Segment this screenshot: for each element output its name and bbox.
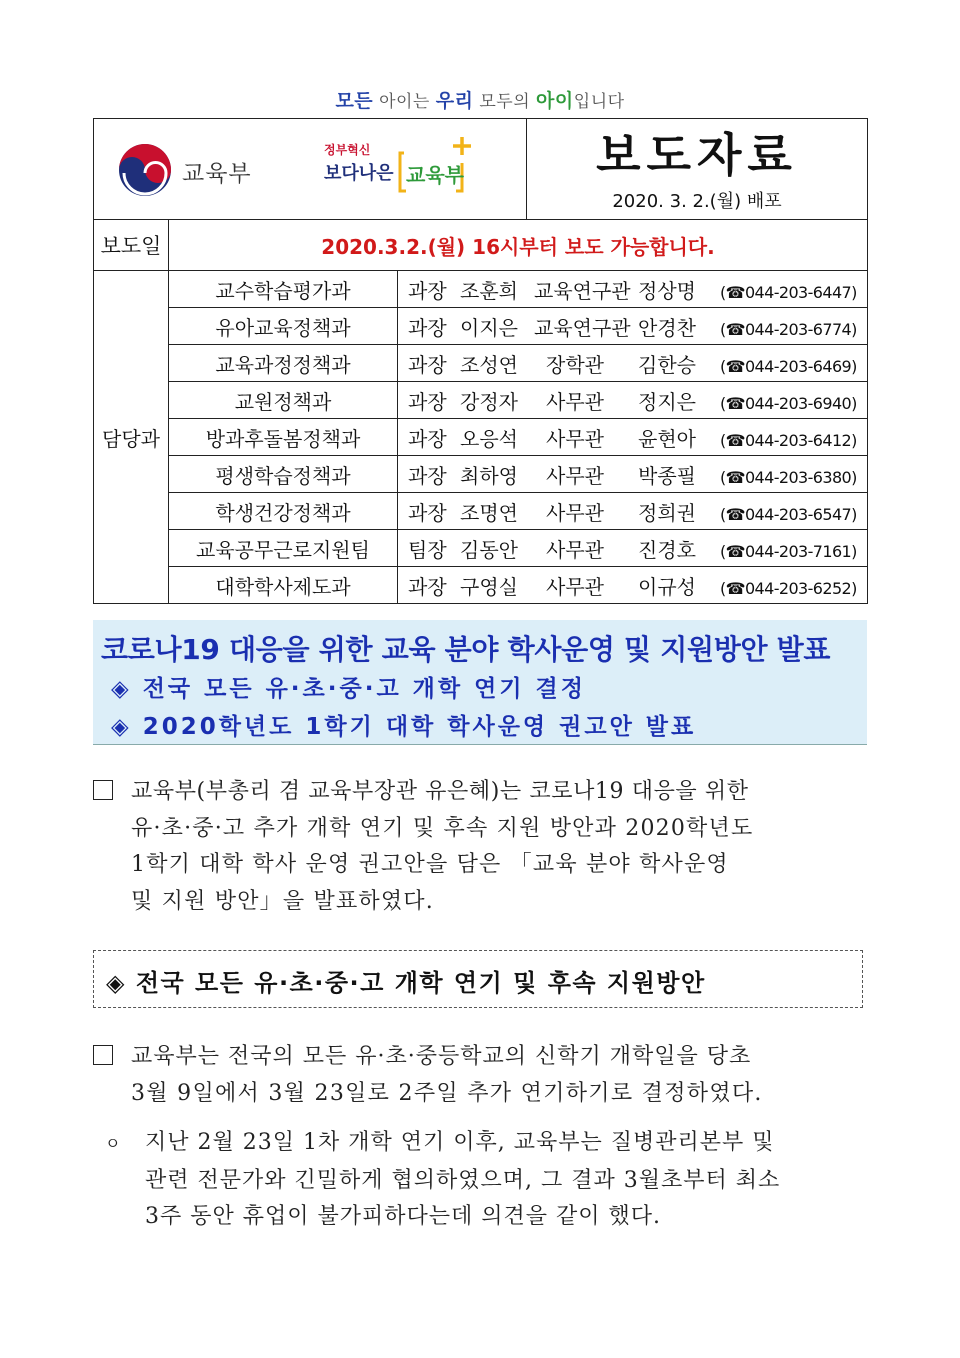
table-row	[94, 493, 868, 530]
role: 과장	[408, 352, 447, 377]
headline-banner	[93, 620, 867, 745]
contacts-table	[93, 219, 868, 604]
role: 과장	[408, 500, 447, 525]
p3-line: 3주 동안 휴업이 불가피하다는데 의견을 같이 했다.	[145, 1204, 661, 1229]
contact-info	[398, 567, 868, 604]
name2: 진경호	[638, 537, 696, 562]
table-row	[94, 530, 868, 567]
table-row	[94, 419, 868, 456]
role: 과장	[408, 278, 447, 303]
table-row	[94, 456, 868, 493]
name2: 정희권	[638, 500, 696, 525]
p1-line: 및 지원 방안」을 발표하였다.	[131, 888, 434, 914]
role2: 장학관	[546, 352, 604, 377]
phone: (☎044-203-6774)	[720, 319, 857, 339]
headline-sub-2: ◈ 2020학년도 1학기 대학 학사운영 권고안 발표	[111, 714, 697, 740]
name2: 이규성	[638, 574, 696, 599]
contact-info	[398, 345, 868, 382]
role2: 교육연구관	[534, 315, 631, 340]
header-table	[93, 118, 868, 220]
motto-word: 모든	[335, 90, 374, 112]
role2: 사무관	[546, 500, 604, 525]
role: 과장	[408, 389, 447, 414]
slogan-small: 정부혁신	[324, 143, 371, 157]
dept-name: 평생학습정책과	[169, 456, 398, 493]
paragraph-3	[105, 1125, 869, 1236]
table-row	[94, 567, 868, 604]
p2-line: 교육부는 전국의 모든 유·초·중등학교의 신학기 개학일을 당초	[131, 1044, 752, 1069]
p1-line: 교육부(부총리 겸 교육부장관 유은혜)는 코로나19 대응을 위한	[131, 779, 749, 804]
contact-info	[398, 456, 868, 493]
motto-word: 아이는	[373, 92, 436, 112]
contact-info	[398, 530, 868, 567]
motto-word: 입니다	[573, 92, 625, 112]
release-text: 2020.3.2.(월) 16시부터 보도 가능합니다.	[169, 220, 868, 271]
ministry-name: 교육부	[182, 161, 252, 187]
ministry-emblem-icon	[118, 143, 172, 197]
phone: (☎044-203-6469)	[720, 356, 857, 376]
section-heading: ◈ 전국 모든 유·초·중·고 개학 연기 및 후속 지원방안	[106, 969, 706, 997]
name2: 박종필	[638, 463, 696, 488]
phone: (☎044-203-6940)	[720, 393, 857, 413]
role2: 사무관	[546, 426, 604, 451]
role: 과장	[408, 463, 447, 488]
p1-line: 1학기 대학 학사 운영 권고안을 담은 「교육 분야 학사운영	[131, 852, 729, 877]
bullet-icon: ㅇ	[105, 1134, 122, 1153]
logo-cell	[94, 119, 527, 220]
name: 김동안	[460, 537, 518, 562]
slogan-logo	[324, 141, 484, 203]
dept-name: 교육과정정책과	[169, 345, 398, 382]
motto-word: 모두의	[473, 92, 537, 112]
contact-info	[398, 419, 868, 456]
name: 강정자	[460, 389, 518, 414]
checkbox-square-icon	[93, 780, 113, 800]
phone: (☎044-203-6547)	[720, 504, 857, 524]
doc-title: 보도자료	[596, 128, 798, 182]
name: 오응석	[460, 426, 518, 451]
role: 과장	[408, 426, 447, 451]
phone: (☎044-203-6412)	[720, 430, 857, 450]
dept-name: 학생건강정책과	[169, 493, 398, 530]
paragraph-2	[93, 1039, 869, 1112]
name: 조명연	[460, 500, 518, 525]
name: 최하영	[460, 463, 518, 488]
role2: 교육연구관	[534, 278, 631, 303]
phone: (☎044-203-6252)	[720, 578, 857, 598]
role2: 사무관	[546, 537, 604, 562]
contact-info	[398, 308, 868, 345]
table-row	[94, 345, 868, 382]
motto-word: 아이	[536, 90, 574, 112]
name: 조훈희	[460, 278, 518, 303]
role2: 사무관	[546, 389, 604, 414]
table-row	[94, 308, 868, 345]
name2: 윤현아	[638, 426, 696, 451]
dept-name: 대학학사제도과	[169, 567, 398, 604]
role: 과장	[408, 315, 447, 340]
contact-info	[398, 271, 868, 308]
headline-title: 코로나19 대응을 위한 교육 분야 학사운영 및 지원방안 발표	[101, 633, 831, 666]
dept-name: 교육공무근로지원팀	[169, 530, 398, 567]
checkbox-square-icon	[93, 1045, 113, 1065]
phone: (☎044-203-6380)	[720, 467, 857, 487]
name2: 정상명	[638, 278, 696, 303]
table-row	[94, 382, 868, 419]
name: 이지은	[460, 315, 518, 340]
contact-info	[398, 382, 868, 419]
release-date: 2020. 3. 2.(월) 배포	[612, 191, 782, 212]
table-row	[94, 271, 868, 308]
contacts-label: 담당과	[94, 271, 169, 604]
name2: 정지은	[638, 389, 696, 414]
dept-name: 교원정책과	[169, 382, 398, 419]
name2: 안경찬	[638, 315, 696, 340]
role: 과장	[408, 574, 447, 599]
title-cell	[527, 119, 868, 220]
name: 구영실	[460, 574, 518, 599]
role2: 사무관	[546, 574, 604, 599]
slogan-a: 보다나은	[324, 163, 394, 184]
p3-line: 관련 전문가와 긴밀하게 협의하였으며, 그 결과 3월초부터 최소	[145, 1167, 781, 1193]
p3-line: 지난 2월 23일 1차 개학 연기 이후, 교육부는 질병관리본부 및	[145, 1130, 775, 1155]
name2: 김한승	[638, 352, 696, 377]
role2: 사무관	[546, 463, 604, 488]
p1-line: 유·초·중·고 추가 개학 연기 및 후속 지원 방안과 2020학년도	[131, 815, 754, 841]
role: 팀장	[408, 537, 447, 562]
motto-word: 우리	[435, 90, 474, 112]
phone: (☎044-203-7161)	[720, 541, 857, 561]
motto	[0, 86, 960, 113]
dept-name: 방과후돌봄정책과	[169, 419, 398, 456]
name: 조성연	[460, 352, 518, 377]
headline-sub-1: ◈ 전국 모든 유·초·중·고 개학 연기 결정	[111, 676, 586, 702]
phone: (☎044-203-6447)	[720, 282, 857, 302]
release-label: 보도일	[94, 220, 169, 271]
slogan-b: 교육부	[406, 163, 464, 187]
p2-line: 3월 9일에서 3월 23일로 2주일 추가 연기하기로 결정하였다.	[131, 1080, 763, 1106]
dept-name: 유아교육정책과	[169, 308, 398, 345]
dept-name: 교수학습평가과	[169, 271, 398, 308]
section-heading-box	[93, 950, 863, 1008]
contact-info	[398, 493, 868, 530]
paragraph-1	[93, 774, 869, 920]
